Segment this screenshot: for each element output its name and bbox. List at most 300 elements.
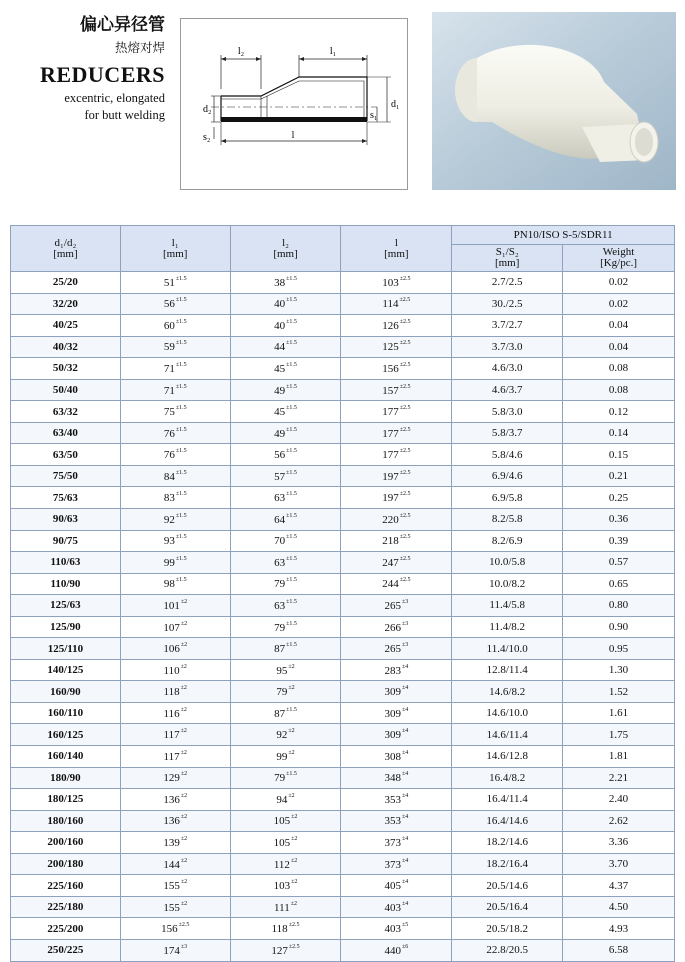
cell-weight: 0.80 — [563, 595, 675, 617]
l2-tolerance: ±2 — [290, 857, 298, 864]
table-row — [11, 379, 675, 401]
table-row — [11, 315, 675, 337]
cell-l2 — [230, 702, 341, 724]
l-value: 157 — [382, 384, 399, 397]
table-row — [11, 358, 675, 380]
l2-tolerance: ±2.5 — [288, 943, 300, 950]
l1-value: 117 — [163, 750, 180, 763]
cell-weight: 3.70 — [563, 853, 675, 875]
cell-d: 180/125 — [11, 789, 121, 811]
cell-l — [341, 616, 452, 638]
cell-d: 200/160 — [11, 832, 121, 854]
l1-value: 92 — [163, 513, 175, 526]
header-s-unit: [mm] — [494, 257, 520, 269]
table-row — [11, 939, 675, 961]
cell-d: 225/180 — [11, 896, 121, 918]
label-l: l — [291, 130, 295, 141]
reducer-photo — [432, 12, 676, 190]
bottom-wall — [221, 117, 367, 122]
l2-tolerance: ±1.5 — [286, 555, 297, 562]
cell-l — [341, 530, 452, 552]
cell-l1 — [120, 444, 230, 466]
l2-value: 79 — [274, 578, 286, 591]
cell-l2 — [230, 336, 341, 358]
l1-value: 56 — [163, 298, 175, 311]
table-row — [11, 552, 675, 574]
l-tolerance: ±2.5 — [399, 340, 411, 347]
cell-l2 — [230, 875, 341, 897]
l-value: 265 — [384, 599, 401, 612]
cell-l — [341, 401, 452, 423]
cell-l2 — [230, 487, 341, 509]
cell-d: 125/90 — [11, 616, 121, 638]
l-tolerance: ±2.5 — [399, 555, 411, 562]
l1-value: 101 — [163, 599, 180, 612]
l-tolerance: ±2.5 — [399, 426, 411, 433]
l2-tolerance: ±1.5 — [286, 448, 297, 455]
l-value: 126 — [382, 319, 399, 332]
l1-value: 84 — [163, 470, 175, 483]
l-value: 197 — [382, 470, 399, 483]
cell-weight: 0.36 — [563, 509, 675, 531]
table-row — [11, 595, 675, 617]
l1-value: 83 — [163, 492, 175, 505]
cell-d: 40/32 — [11, 336, 121, 358]
col-header-weight — [563, 245, 675, 272]
cell-l2 — [230, 918, 341, 940]
cell-d: 140/125 — [11, 659, 121, 681]
cell-weight: 0.21 — [563, 465, 675, 487]
cell-s: 20.5/16.4 — [452, 896, 563, 918]
cell-l2 — [230, 853, 341, 875]
cell-l2 — [230, 509, 341, 531]
cell-l2 — [230, 358, 341, 380]
table-row — [11, 573, 675, 595]
l1-tolerance: ±1.5 — [175, 297, 187, 304]
l1-value: 174 — [163, 944, 180, 957]
cell-s: 4.6/3.7 — [452, 379, 563, 401]
l2-value: 111 — [274, 901, 290, 914]
table-row — [11, 724, 675, 746]
cell-weight: 0.25 — [563, 487, 675, 509]
l-tolerance: ±3 — [401, 620, 409, 627]
cell-l — [341, 573, 452, 595]
l-tolerance: ±4 — [401, 792, 409, 799]
l1-value: 136 — [163, 815, 180, 828]
cell-l — [341, 789, 452, 811]
l-value: 309 — [384, 686, 401, 699]
header-l1-label: l₁ — [171, 236, 179, 249]
cell-s: 10.0/5.8 — [452, 552, 563, 574]
cell-d: 32/20 — [11, 293, 121, 315]
l1-value: 98 — [163, 578, 175, 591]
l2-tolerance: ±1.5 — [286, 577, 297, 584]
l1-tolerance: ±2 — [180, 706, 187, 713]
cell-d: 63/50 — [11, 444, 121, 466]
l2-value: 57 — [274, 470, 286, 483]
l2-value: 79 — [274, 772, 286, 785]
cell-weight: 1.61 — [563, 702, 675, 724]
l-value: 247 — [382, 556, 399, 569]
cell-l1 — [120, 810, 230, 832]
l1-value: 93 — [163, 535, 175, 548]
l2-value: 63 — [274, 599, 286, 612]
cell-l2 — [230, 659, 341, 681]
cell-weight: 2.40 — [563, 789, 675, 811]
cell-d: 225/160 — [11, 875, 121, 897]
table-row — [11, 681, 675, 703]
cell-l1 — [120, 659, 230, 681]
cell-d: 90/75 — [11, 530, 121, 552]
l2-value: 40 — [274, 319, 286, 332]
cell-l — [341, 939, 452, 961]
table-row — [11, 465, 675, 487]
cell-s: 11.4/8.2 — [452, 616, 563, 638]
l1-value: 139 — [163, 836, 180, 849]
l-value: 403 — [384, 901, 401, 914]
cell-d: 110/63 — [11, 552, 121, 574]
cell-l1 — [120, 939, 230, 961]
cell-l1 — [120, 681, 230, 703]
cell-l2 — [230, 896, 341, 918]
cell-l1 — [120, 379, 230, 401]
l1-tolerance: ±2 — [180, 749, 187, 756]
cell-l — [341, 724, 452, 746]
l-tolerance: ±2.5 — [399, 448, 411, 455]
cell-l1 — [120, 767, 230, 789]
cell-d: 63/40 — [11, 422, 121, 444]
cell-l2 — [230, 832, 341, 854]
cell-l2 — [230, 552, 341, 574]
col-header-l1 — [120, 226, 230, 272]
cell-s: 14.6/8.2 — [452, 681, 563, 703]
l-tolerance: ±4 — [401, 685, 409, 692]
cell-l1 — [120, 724, 230, 746]
cell-s: 16.4/14.6 — [452, 810, 563, 832]
l2-value: 79 — [276, 686, 288, 699]
cell-l1 — [120, 530, 230, 552]
cell-d: 160/110 — [11, 702, 121, 724]
table-row — [11, 853, 675, 875]
cell-d: 160/140 — [11, 746, 121, 768]
cell-weight: 1.52 — [563, 681, 675, 703]
cell-l — [341, 853, 452, 875]
header-l2-unit: [mm] — [273, 247, 298, 260]
cell-d: 50/32 — [11, 358, 121, 380]
inner-profile — [221, 81, 364, 117]
cell-l2 — [230, 767, 341, 789]
l-value: 220 — [382, 513, 399, 526]
cell-l1 — [120, 573, 230, 595]
table-row — [11, 767, 675, 789]
cell-weight: 4.50 — [563, 896, 675, 918]
l2-tolerance: ±1.5 — [286, 340, 297, 347]
l-value: 440 — [384, 944, 401, 957]
cell-l — [341, 918, 452, 940]
subtitle-cn: 热熔对焊 — [114, 40, 165, 55]
l1-value: 71 — [163, 362, 175, 375]
cell-s: 16.4/8.2 — [452, 767, 563, 789]
l2-value: 38 — [274, 276, 286, 289]
table-row — [11, 509, 675, 531]
arrow-head — [362, 139, 367, 143]
arrow-head — [256, 57, 261, 61]
cell-d: 75/63 — [11, 487, 121, 509]
l-tolerance: ±2.5 — [399, 318, 411, 325]
cell-l1 — [120, 293, 230, 315]
cell-l — [341, 702, 452, 724]
cell-weight: 0.12 — [563, 401, 675, 423]
l-tolerance: ±2.5 — [399, 361, 411, 368]
label-s2: s₂ — [203, 132, 211, 143]
l-value: 266 — [384, 621, 401, 634]
cell-s: 5.8/3.7 — [452, 422, 563, 444]
l2-tolerance: ±2 — [288, 685, 295, 692]
cell-l — [341, 832, 452, 854]
l2-value: 45 — [274, 362, 286, 375]
cell-l — [341, 336, 452, 358]
cell-l — [341, 595, 452, 617]
l2-value: 64 — [274, 513, 286, 526]
cell-l1 — [120, 832, 230, 854]
cell-l — [341, 659, 452, 681]
l2-tolerance: ±2.5 — [288, 922, 300, 929]
l1-tolerance: ±2 — [180, 771, 188, 778]
l2-value: 45 — [274, 406, 286, 419]
cell-l1 — [120, 401, 230, 423]
l-tolerance: ±3 — [401, 642, 409, 649]
l2-value: 127 — [271, 944, 288, 957]
l1-value: 76 — [163, 449, 175, 462]
small-end-bore — [635, 128, 653, 156]
cell-s: 3.7/3.0 — [452, 336, 563, 358]
l1-tolerance: ±1.5 — [175, 340, 187, 347]
table-row — [11, 746, 675, 768]
l1-tolerance: ±1.5 — [175, 405, 187, 412]
l-value: 197 — [382, 492, 399, 505]
header-d-unit: [mm] — [53, 247, 78, 260]
col-header-l2 — [230, 226, 341, 272]
l1-value: 51 — [163, 276, 175, 289]
l2-value: 87 — [274, 707, 286, 720]
cell-l2 — [230, 272, 341, 294]
l2-value: 44 — [274, 341, 286, 354]
cell-l2 — [230, 422, 341, 444]
cell-l — [341, 465, 452, 487]
l-tolerance: ±5 — [401, 922, 409, 929]
cell-s: 6.9/5.8 — [452, 487, 563, 509]
table-row — [11, 638, 675, 660]
cell-l2 — [230, 530, 341, 552]
table-row — [11, 616, 675, 638]
l-tolerance: ±4 — [401, 900, 409, 907]
cell-s: 2.7/2.5 — [452, 272, 563, 294]
l-value: 403 — [384, 923, 401, 936]
l-value: 353 — [384, 815, 401, 828]
cell-s: 14.6/10.0 — [452, 702, 563, 724]
cell-weight: 4.93 — [563, 918, 675, 940]
l1-tolerance: ±2 — [180, 814, 188, 821]
l1-tolerance: ±2 — [180, 857, 188, 864]
l2-tolerance: ±1.5 — [286, 297, 297, 304]
header-d-label: d₁/d₂ — [54, 236, 77, 249]
cell-s: 18.2/16.4 — [452, 853, 563, 875]
cell-l — [341, 746, 452, 768]
l1-value: 60 — [163, 319, 175, 332]
cell-l2 — [230, 315, 341, 337]
l1-tolerance: ±1.5 — [175, 577, 187, 584]
l-value: 177 — [382, 427, 399, 440]
l1-value: 76 — [163, 427, 175, 440]
l-tolerance: ±2.5 — [399, 577, 411, 584]
l-tolerance: ±2.5 — [399, 512, 411, 519]
table-row — [11, 487, 675, 509]
cell-weight: 0.02 — [563, 293, 675, 315]
cell-weight: 3.36 — [563, 832, 675, 854]
l2-value: 103 — [273, 880, 291, 893]
l1-tolerance: ±1.5 — [175, 448, 187, 455]
table-row — [11, 422, 675, 444]
table-row — [11, 918, 675, 940]
label-s1: s₁ — [370, 110, 378, 121]
l2-tolerance: ±1.5 — [286, 405, 297, 412]
cell-weight: 0.15 — [563, 444, 675, 466]
product-photo — [432, 12, 676, 190]
l2-tolerance: ±1.5 — [286, 620, 297, 627]
col-group-header: PN10/ISO S-5/SDR11 — [452, 226, 675, 245]
l2-tolerance: ±1.5 — [286, 642, 297, 649]
cell-l — [341, 444, 452, 466]
cell-s: 20.5/14.6 — [452, 875, 563, 897]
cell-l2 — [230, 595, 341, 617]
cell-weight: 0.04 — [563, 336, 675, 358]
table-row — [11, 875, 675, 897]
l1-value: 75 — [163, 406, 175, 419]
l-value: 348 — [384, 772, 401, 785]
l1-value: 155 — [163, 901, 180, 914]
cell-l — [341, 875, 452, 897]
l2-tolerance: ±2 — [290, 900, 298, 907]
l2-value: 40 — [274, 298, 286, 311]
l1-value: 156 — [161, 923, 178, 936]
l-tolerance: ±6 — [401, 943, 409, 950]
label-l1: l₁ — [329, 46, 337, 57]
table-row — [11, 702, 675, 724]
header-l2-label: l₂ — [282, 236, 289, 249]
l1-tolerance: ±1.5 — [175, 426, 187, 433]
l2-tolerance: ±2 — [288, 728, 295, 735]
cell-s: 22.8/20.5 — [452, 939, 563, 961]
cell-s: 5.8/3.0 — [452, 401, 563, 423]
l1-value: 118 — [163, 686, 180, 699]
cell-weight: 6.58 — [563, 939, 675, 961]
l-value: 244 — [382, 578, 399, 591]
l-value: 283 — [384, 664, 401, 677]
table-row — [11, 832, 675, 854]
cell-l2 — [230, 293, 341, 315]
cell-weight: 4.37 — [563, 875, 675, 897]
cell-l — [341, 379, 452, 401]
cell-s: 8.2/5.8 — [452, 509, 563, 531]
l-value: 125 — [382, 341, 399, 354]
l2-tolerance: ±2 — [291, 879, 298, 886]
l1-tolerance: ±2 — [180, 792, 188, 799]
l-tolerance: ±4 — [401, 663, 409, 670]
cell-s: 12.8/11.4 — [452, 659, 563, 681]
cell-d: 90/63 — [11, 509, 121, 531]
cell-l — [341, 487, 452, 509]
cell-weight: 2.62 — [563, 810, 675, 832]
cell-s: 11.4/5.8 — [452, 595, 563, 617]
l2-tolerance: ±1.5 — [286, 275, 297, 282]
title-en: REDUCERS — [39, 62, 165, 87]
cell-weight: 0.08 — [563, 358, 675, 380]
l-tolerance: ±4 — [401, 771, 409, 778]
l1-value: 99 — [163, 556, 175, 569]
cell-weight: 0.02 — [563, 272, 675, 294]
l-tolerance: ±4 — [401, 879, 409, 886]
l1-value: 129 — [163, 772, 180, 785]
cell-l1 — [120, 702, 230, 724]
cell-l1 — [120, 358, 230, 380]
table-row — [11, 789, 675, 811]
cell-l2 — [230, 379, 341, 401]
cell-l1 — [120, 487, 230, 509]
cell-l2 — [230, 401, 341, 423]
l2-value: 49 — [274, 427, 286, 440]
cell-l1 — [120, 789, 230, 811]
l-tolerance: ±2.5 — [399, 297, 411, 304]
cell-d: 40/25 — [11, 315, 121, 337]
l-value: 373 — [384, 836, 401, 849]
header-weight-unit: [Kg/pc.] — [600, 257, 638, 269]
l2-tolerance: ±1.5 — [286, 491, 297, 498]
arrow-head — [221, 139, 226, 143]
cell-l1 — [120, 875, 230, 897]
l2-value: 63 — [274, 556, 286, 569]
l2-tolerance: ±1.5 — [286, 771, 297, 778]
cell-l2 — [230, 465, 341, 487]
cell-l2 — [230, 444, 341, 466]
l2-value: 95 — [276, 664, 288, 677]
cell-d: 50/40 — [11, 379, 121, 401]
table-row — [11, 530, 675, 552]
cell-weight: 0.04 — [563, 315, 675, 337]
cell-weight: 0.95 — [563, 638, 675, 660]
cell-d: 160/90 — [11, 681, 121, 703]
cell-weight: 1.30 — [563, 659, 675, 681]
label-l2: l₂ — [237, 46, 245, 57]
l1-value: 110 — [163, 664, 180, 677]
l2-tolerance: ±1.5 — [286, 598, 297, 605]
l1-value: 155 — [163, 880, 180, 893]
l2-value: 49 — [274, 384, 286, 397]
cell-s: 14.6/11.4 — [452, 724, 563, 746]
l2-value: 63 — [274, 492, 286, 505]
cell-l2 — [230, 810, 341, 832]
cell-l — [341, 422, 452, 444]
header-l-unit: [mm] — [384, 247, 409, 260]
l1-tolerance: ±1.5 — [175, 491, 187, 498]
l-value: 353 — [384, 793, 401, 806]
description-line-1: excentric, elongated — [64, 91, 165, 105]
cell-l — [341, 810, 452, 832]
l1-tolerance: ±2 — [180, 663, 187, 670]
cell-l — [341, 638, 452, 660]
l-value: 177 — [382, 406, 399, 419]
reducer-drawing — [181, 19, 407, 189]
l2-tolerance: ±2 — [288, 663, 295, 670]
